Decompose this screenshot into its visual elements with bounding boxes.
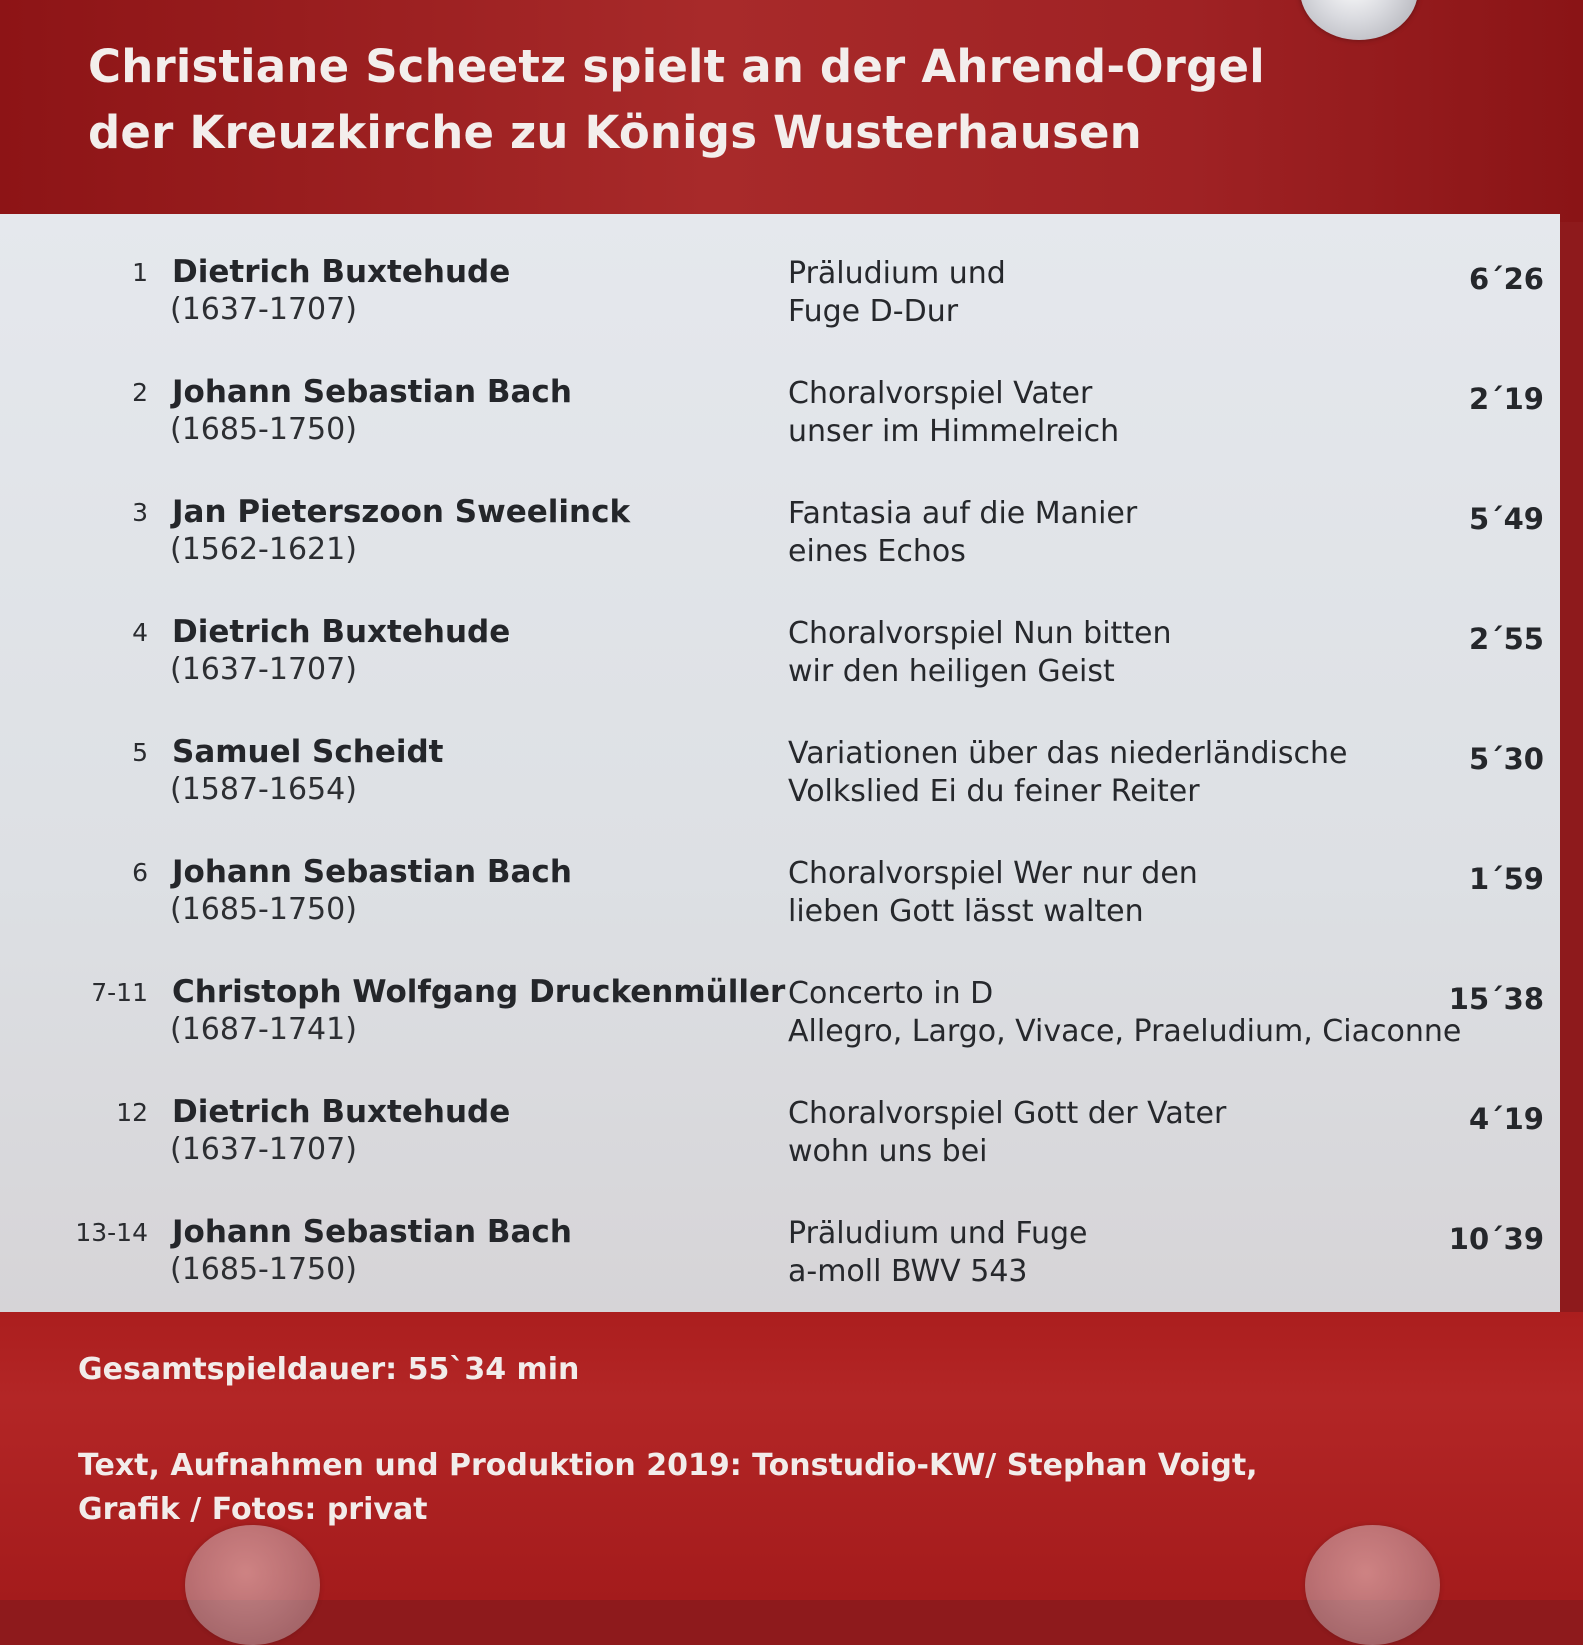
track-composer-years: (1685-1750): [170, 412, 357, 447]
track-work-line-1: Variationen über das niederländische: [788, 736, 1348, 771]
track-composer: Johann Sebastian Bach: [172, 1214, 572, 1250]
track-composer: Dietrich Buxtehude: [172, 254, 511, 290]
track-composer-years: (1587-1654): [170, 772, 357, 807]
track-duration: 6´26: [1468, 262, 1544, 296]
track-number: 1: [132, 258, 148, 287]
track-work-line-1: Fantasia auf die Manier: [788, 496, 1138, 531]
track-work-line-1: Choralvorspiel Wer nur den: [788, 856, 1198, 891]
track-row: [0, 254, 1560, 350]
track-work-line-2: wohn uns bei: [788, 1134, 988, 1169]
track-duration: 5´30: [1468, 742, 1544, 776]
track-composer-years: (1637-1707): [170, 1132, 357, 1167]
track-composer-years: (1637-1707): [170, 652, 357, 687]
track-composer-years: (1685-1750): [170, 892, 357, 927]
track-composer: Christoph Wolfgang Druckenmüller: [172, 974, 786, 1010]
track-composer: Dietrich Buxtehude: [172, 1094, 511, 1130]
track-work-line-2: lieben Gott lässt walten: [788, 894, 1144, 929]
track-composer: Dietrich Buxtehude: [172, 614, 511, 650]
album-title-line-2: der Kreuzkirche zu Königs Wusterhausen: [88, 106, 1142, 159]
track-number: 2: [132, 378, 148, 407]
track-work-line-1: Präludium und: [788, 256, 1006, 291]
case-hinge-knob-icon: [1305, 1525, 1440, 1645]
track-number: 4: [132, 618, 148, 647]
track-work-line-2: Allegro, Largo, Vivace, Praeludium, Ciaconne: [788, 1014, 1462, 1049]
track-composer: Jan Pieterszoon Sweelinck: [172, 494, 631, 530]
track-number: 12: [116, 1098, 148, 1127]
track-work-line-1: Choralvorspiel Nun bitten: [788, 616, 1172, 651]
tracklist-panel: [0, 214, 1560, 1312]
track-work-line-2: a-moll BWV 543: [788, 1254, 1028, 1289]
track-work-line-2: wir den heiligen Geist: [788, 654, 1115, 689]
track-duration: 2´19: [1468, 382, 1544, 416]
album-title-line-1: Christiane Scheetz spielt an der Ahrend-Orgel: [88, 40, 1265, 93]
track-composer: Johann Sebastian Bach: [172, 374, 572, 410]
track-duration: 1´59: [1468, 862, 1544, 896]
track-composer-years: (1637-1707): [170, 292, 357, 327]
track-number: 3: [132, 498, 148, 527]
track-row: [0, 974, 1560, 1070]
track-duration: 4´19: [1468, 1102, 1544, 1136]
track-row: [0, 614, 1560, 710]
track-work-line-1: Choralvorspiel Vater: [788, 376, 1093, 411]
track-duration: 10´39: [1448, 1222, 1544, 1256]
track-number: 13-14: [75, 1218, 148, 1247]
track-composer: Johann Sebastian Bach: [172, 854, 572, 890]
track-work-line-2: unser im Himmelreich: [788, 414, 1120, 449]
track-row: [0, 494, 1560, 590]
track-work-line-1: Präludium und Fuge: [788, 1216, 1088, 1251]
case-hinge-knob-icon: [185, 1525, 320, 1645]
track-work-line-1: Concerto in D: [788, 976, 994, 1011]
track-row: [0, 734, 1560, 830]
track-composer-years: (1687-1741): [170, 1012, 357, 1047]
track-number: 7-11: [91, 978, 148, 1007]
track-duration: 2´55: [1468, 622, 1544, 656]
track-row: [0, 1094, 1560, 1190]
track-composer: Samuel Scheidt: [172, 734, 444, 770]
credits-line-2: Grafik / Fotos: privat: [78, 1492, 428, 1527]
track-work-line-2: Fuge D-Dur: [788, 294, 959, 329]
track-work-line-2: Volkslied Ei du feiner Reiter: [788, 774, 1200, 809]
credits-line-1: Text, Aufnahmen und Produktion 2019: Tonstudio-KW/ Stephan Voigt,: [78, 1448, 1258, 1483]
track-row: [0, 854, 1560, 950]
track-work-line-2: eines Echos: [788, 534, 966, 569]
total-duration: Gesamtspieldauer: 55`34 min: [78, 1352, 580, 1387]
track-work-line-1: Choralvorspiel Gott der Vater: [788, 1096, 1227, 1131]
track-composer-years: (1562-1621): [170, 532, 357, 567]
track-row: [0, 1214, 1560, 1310]
track-number: 6: [132, 858, 148, 887]
track-duration: 15´38: [1448, 982, 1544, 1016]
track-composer-years: (1685-1750): [170, 1252, 357, 1287]
track-duration: 5´49: [1468, 502, 1544, 536]
track-row: [0, 374, 1560, 470]
track-number: 5: [132, 738, 148, 767]
